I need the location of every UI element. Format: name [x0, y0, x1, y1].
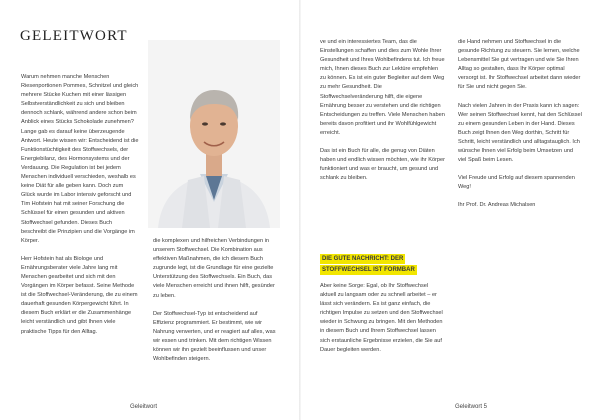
paragraph: Aber keine Sorge: Egal, ob Ihr Stoffwechsel aktuell zu langsam oder zu schnell arbeitet – er lässt sich verändern. Es ist ganz einfach, die richtigen Impulse zu setzen und den Stoffwechsel wieder in Schwung zu bringen. Mit den Methoden in diesem Buch und Ihrem Stoffwechsel lassen sich erstaunliche Ergebnisse erzielen, die Sie auf Dauer begleiten werden. [320, 283, 443, 353]
paragraph: ve und ein interessiertes Team, das die Einstellungen schaffen und dies zum Wohle Ihrer Gesundheit und Ihres Wohlbefindens tut. Ich freue mich, Ihnen dieses Buch zur Lektüre empfehlen zu können. Es ist ein guter Begleiter auf dem Weg zu mehr Gesundheit. Die Stoffwechselveränderung hilft, die eigene Ernährung besser zu verstehen und die richtigen Entscheidungen zu treffen. Viele Menschen haben bereits davon profitiert und ihr Wohlfühlgewicht erreicht. [320, 39, 445, 136]
signature: Ihr Prof. Dr. Andreas Michalsen [458, 202, 536, 209]
right-column-2 [458, 38, 582, 395]
paragraph: Warum nehmen manche Menschen Riesenportionen Pommes, Schnitzel und gleich mehrere Stücke Kuchen mit einer lässigen Selbstverständlichkeit zu sich und bleiben dennoch schlank, während andere schon beim Anblick eines Stücks Schokolade zunehmen? Lange gab es darauf keine überzeugende Antwort. Heute wissen wir: Entscheidend ist die Funktionstüchtigkeit des Stoffwechsels, der Energiebilanz, des Hormonsystems und der Verdauung. Die Regulation ist bei jedem Menschen individuell verschieden, weshalb es keine Diät für alle geben kann. Doch zum Glück wurde im Labor intensiv geforscht und Tim Hofstein hat mit seiner Forschung die Schlüssel für einen gesunden und aktiven Stoffwechsel gefunden. Dieses Buch beschreibt die Prinzipien und die Vorgänge im Körper. [21, 74, 139, 244]
paragraph: Das ist ein Buch für alle, die genug von Diäten haben und endlich wissen möchten, wie ihr Körper funktioniert und was er braucht, um gesund und schlank zu bleiben. [320, 148, 445, 182]
highlight-line: DIE GUTE NACHRICHT: DER [322, 256, 404, 262]
paragraph: die Hand nehmen und Stoffwechsel in die gesunde Richtung zu steuern. Sie lernen, welche Lebensmittel Sie gut vertragen und wie Sie Ihren Alltag so gestalten, dass Ihr Körper optimal versorgt ist. Ihr Stoffwechsel arbeitet dann wieder für Sie und nicht gegen Sie. [458, 39, 581, 91]
left-column-2 [153, 237, 278, 395]
highlight-line: STOFFWECHSEL IST FORMBAR [322, 267, 415, 273]
paragraph: die komplexen und hilfreichen Verbindungen in unserem Stoffwechsel. Die Kombination aus effektiven Maßnahmen, die ich diesem Buch zugrunde legt, ist die Grundlage für eine gezielte Unterstützung des Stoffwechsels. Ein Buch, das viele Menschen erreicht und ihnen hilft, gesünder zu leben. [153, 238, 275, 299]
left-column-1 [21, 73, 139, 395]
footer-left: Geleitwort [130, 404, 158, 410]
paragraph: Viel Freude und Erfolg auf diesem spannenden Weg! [458, 175, 575, 191]
page-title: GELEITWORT [20, 28, 128, 44]
right-column-1b [320, 282, 445, 395]
right-column-1 [320, 38, 445, 250]
page-gutter [299, 0, 301, 420]
portrait-photo [148, 40, 280, 228]
highlight-heading [320, 254, 452, 276]
paragraph: Der Stoffwechsel-Typ ist entscheidend auf Effizienz programmiert. Er bestimmt, wie wir Nahrung verwerten, und er reagiert auf alles, was wir essen und trinken. Mit dem richtigen Wissen können wir ihn gezielt beeinflussen und unser Wohlbefinden steigern. [153, 310, 276, 363]
paragraph: Nach vielen Jahren in der Praxis kann ich sagen: Wer seinen Stoffwechsel kennt, hat den Schlüssel zu einem gesunden Leben in der Hand. Dieses Buch zeigt Ihnen den Weg dorthin, Schritt für Schritt, leicht verständlich und alltagstauglich. Ich wünsche Ihnen viel Erfolg beim Umsetzen und viel Spaß beim Lesen. [458, 102, 582, 164]
portrait-photo-icon [148, 40, 280, 228]
paragraph: Herr Hofstein hat als Biologe und Ernährungsberater viele Jahre lang mit Menschen gearbeitet und sich mit den Vorgängen im Körper befasst. Seine Methode ist die Stoffwechsel-Veränderung, die zu einem dauerhaft gesunden Körpergewicht führt. In diesem Buch erklärt er die Zusammenhänge leicht verständlich und gibt Ihnen viele praktische Tipps für den Alltag. [21, 255, 138, 335]
footer-right: Geleitwort 5 [455, 404, 488, 410]
